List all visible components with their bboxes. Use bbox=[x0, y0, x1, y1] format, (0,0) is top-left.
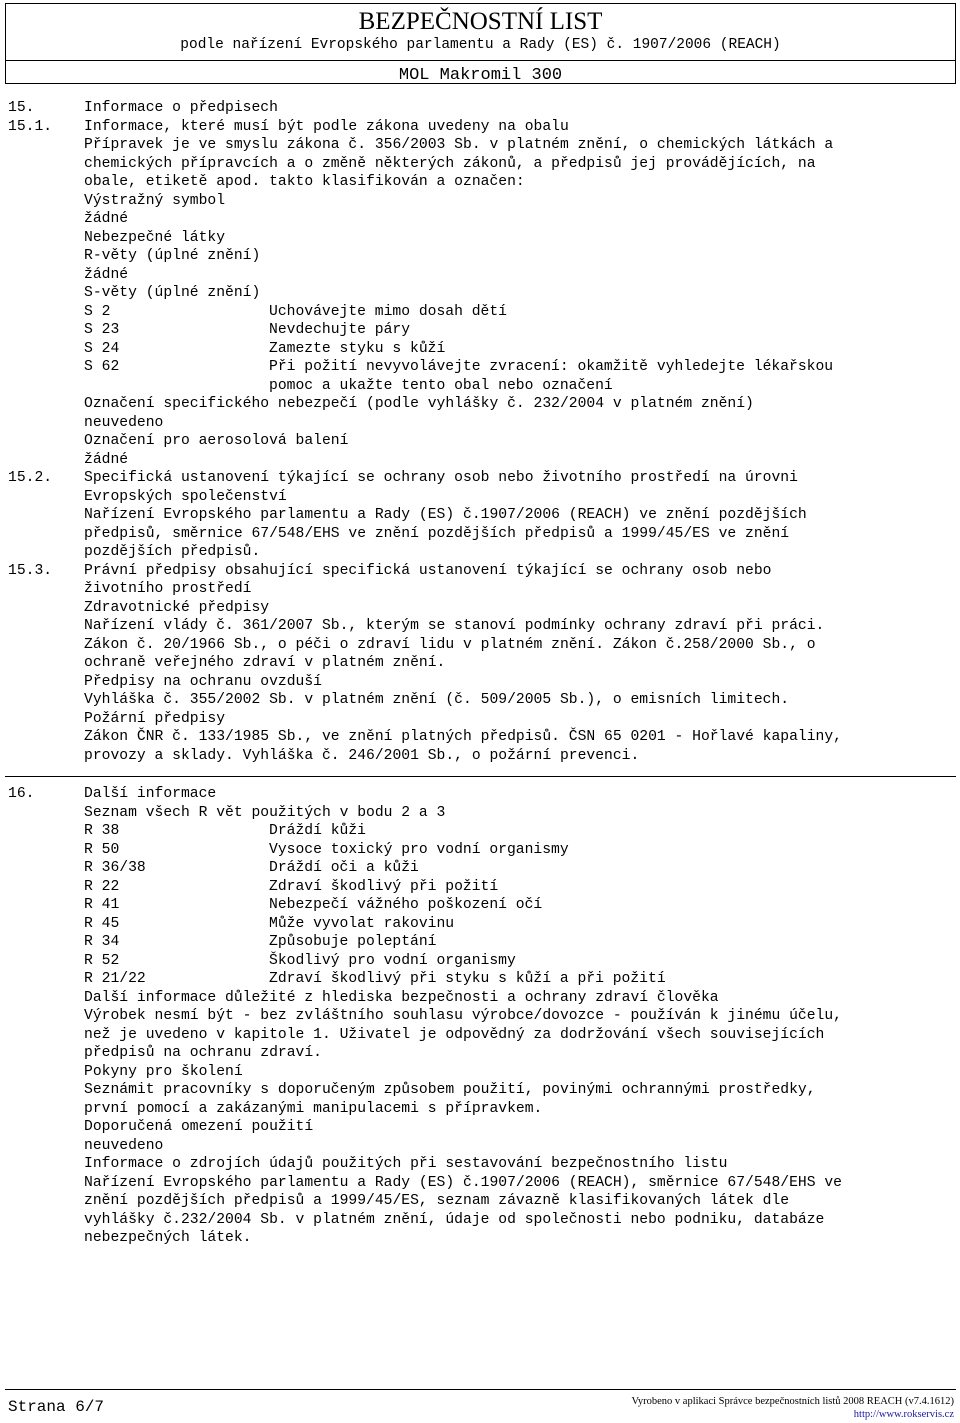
field-label: Doporučená omezení použití bbox=[84, 1119, 314, 1135]
text-line: pozdějších předpisů. bbox=[84, 544, 261, 560]
field-value: žádné bbox=[84, 211, 129, 227]
text-line: obale, etiketě apod. takto klasifikován a označen: bbox=[84, 174, 525, 190]
text-line: znění pozdějších předpisů a 1999/45/ES, seznam závazně klasifikovaných látek dle bbox=[84, 1193, 790, 1209]
text-line: Nařízení vlády č. 361/2007 Sb., kterým se stanoví podmínky ochrany zdraví při práci. bbox=[84, 618, 825, 634]
phrase-row bbox=[8, 358, 952, 377]
text-line: Výrobek nesmí být - bez zvláštního souhlasu výrobce/dovozce - používán k jinému účelu, bbox=[84, 1008, 842, 1024]
phrase-text: Může vyvolat rakovinu bbox=[269, 915, 455, 932]
text-line: Vyhláška č. 355/2002 Sb. v platném znění (č. 509/2005 Sb.), o emisních limitech. bbox=[84, 692, 790, 708]
phrase-text: Nevdechujte páry bbox=[269, 322, 411, 338]
text-line: vyhlášky č.232/2004 Sb. v platném znění, údaje od společnosti nebo podniku, databáze bbox=[84, 1211, 825, 1228]
text-line: Nařízení Evropského parlamentu a Rady (ES) č.1907/2006 (REACH) ve znění pozdějších bbox=[84, 507, 807, 523]
section-15-content bbox=[8, 99, 952, 765]
field-label: Označení specifického nebezpečí (podle vyhlášky č. 232/2004 v platném znění) bbox=[84, 396, 754, 412]
phrase-code: S 2 bbox=[84, 303, 111, 320]
field-label: Seznam všech R vět použitých v bodu 2 a 3 bbox=[84, 804, 446, 821]
section-number: 16. bbox=[8, 786, 35, 802]
header-divider bbox=[6, 60, 955, 61]
document-header bbox=[5, 3, 956, 84]
text-line: ochraně veřejného zdraví v platném znění. bbox=[84, 655, 446, 671]
phrase-row bbox=[8, 822, 952, 841]
phrase-row bbox=[8, 952, 952, 971]
phrase-code: R 22 bbox=[84, 878, 120, 895]
phrase-text: Dráždí oči a kůži bbox=[269, 860, 419, 876]
field-label: Další informace důležité z hlediska bezpečnosti a ochrany zdraví člověka bbox=[84, 989, 719, 1006]
field-label: S-věty (úplné znění) bbox=[84, 285, 261, 301]
field-label: Pokyny pro školení bbox=[84, 1063, 243, 1080]
section-divider bbox=[5, 776, 956, 777]
phrase-code: S 23 bbox=[84, 322, 120, 338]
phrase-code: R 45 bbox=[84, 915, 120, 932]
phrase-code bbox=[84, 377, 269, 396]
text-line: Nařízení Evropského parlamentu a Rady (ES) č.1907/2006 (REACH), směrnice 67/548/EHS ve bbox=[84, 1174, 842, 1191]
text-line: předpisů, směrnice 67/548/EHS ve znění pozdějších předpisů a 1999/45/ES ve znění bbox=[84, 525, 790, 542]
page-number: Strana 6/7 bbox=[8, 1398, 105, 1416]
phrase-text: Uchovávejte mimo dosah dětí bbox=[269, 303, 507, 320]
phrase-text: Dráždí kůži bbox=[269, 823, 366, 839]
section-16-content bbox=[8, 785, 952, 1248]
phrase-code: S 62 bbox=[84, 359, 120, 375]
text-line: Zákon č. 20/1966 Sb., o péči o zdraví lidu v platném znění. Zákon č.258/2000 Sb., o bbox=[84, 636, 816, 653]
subsection-title-line: Evropských společenství bbox=[84, 488, 287, 505]
phrase-row bbox=[8, 859, 952, 878]
phrase-text: Zdraví škodlivý při styku s kůží a při požití bbox=[269, 971, 666, 987]
section-number: 15. bbox=[8, 100, 35, 116]
subsection-title-line: životního prostředí bbox=[84, 581, 252, 597]
phrase-text: Zdraví škodlivý při požití bbox=[269, 878, 499, 895]
text-line: Seznámit pracovníky s doporučeným způsobem použití, povinými ochrannými prostředky, bbox=[84, 1082, 816, 1098]
subsection-heading bbox=[8, 562, 952, 581]
section-title: Další informace bbox=[84, 786, 217, 802]
text-line: chemických přípravcích a o změně některých zákonů, a předpisů jej provádějících, na bbox=[84, 155, 816, 172]
text-line: než je uvedeno v kapitole 1. Uživatel je odpovědný za dodržování všech souvisejících bbox=[84, 1026, 825, 1043]
field-label: Označení pro aerosolová balení bbox=[84, 433, 349, 449]
phrase-text: Při požití nevyvolávejte zvracení: okamžitě vyhledejte lékařskou bbox=[269, 359, 834, 375]
phrase-code: R 21/22 bbox=[84, 971, 146, 987]
phrase-row bbox=[8, 340, 952, 359]
phrase-text: Škodlivý pro vodní organismy bbox=[269, 952, 516, 969]
phrase-code: R 50 bbox=[84, 841, 120, 858]
phrase-text: Nebezpečí vážného poškození očí bbox=[269, 897, 543, 913]
document-subtitle: podle nařízení Evropského parlamentu a Rady (ES) č. 1907/2006 (REACH) bbox=[180, 37, 781, 53]
phrase-text: Zamezte styku s kůží bbox=[269, 340, 446, 357]
phrase-code: R 41 bbox=[84, 897, 120, 913]
phrase-code: R 52 bbox=[84, 952, 120, 969]
phrase-row bbox=[8, 896, 952, 915]
text-line: Přípravek je ve smyslu zákona č. 356/2003 Sb. v platném znění, o chemických látkách a bbox=[84, 137, 834, 153]
field-label: Zdravotnické předpisy bbox=[84, 599, 270, 616]
product-name: MOL Makromil 300 bbox=[398, 66, 563, 85]
producer-note: Vyrobeno v aplikaci Správce bezpečnostních listů 2008 REACH (v7.4.1612) bbox=[631, 1396, 954, 1407]
subsection-number: 15.2. bbox=[8, 470, 53, 486]
text-line: předpisů na ochranu zdraví. bbox=[84, 1045, 322, 1061]
field-label: Předpisy na ochranu ovzduší bbox=[84, 673, 322, 690]
footer-divider bbox=[5, 1389, 956, 1390]
field-label: Výstražný symbol bbox=[84, 192, 226, 209]
phrase-row bbox=[8, 878, 952, 897]
field-value: žádné bbox=[84, 266, 129, 283]
phrase-row bbox=[8, 303, 952, 322]
text-line: první pomocí a zakázanými manipulacemi s přípravkem. bbox=[84, 1100, 543, 1117]
producer-link[interactable]: http://www.rokservis.cz bbox=[853, 1409, 954, 1420]
field-label: Informace o zdrojích údajů použitých při sestavování bezpečnostního listu bbox=[84, 1156, 728, 1172]
subsection-number: 15.3. bbox=[8, 562, 53, 579]
subsection-heading bbox=[8, 469, 952, 488]
phrase-text: pomoc a ukažte tento obal nebo označení bbox=[269, 377, 613, 394]
field-value: neuvedeno bbox=[84, 414, 164, 431]
phrase-code: S 24 bbox=[84, 340, 120, 357]
field-label: R-věty (úplné znění) bbox=[84, 248, 261, 264]
phrase-row bbox=[8, 970, 952, 989]
text-line: Zákon ČNR č. 133/1985 Sb., ve znění platných předpisů. ČSN 65 0201 - Hořlavé kapaliny, bbox=[84, 729, 842, 745]
field-value: neuvedeno bbox=[84, 1137, 164, 1154]
field-label: Požární předpisy bbox=[84, 710, 226, 727]
section-heading bbox=[8, 99, 952, 118]
subsection-title: Právní předpisy obsahující specifická ustanovení týkající se ochrany osob nebo bbox=[84, 562, 772, 579]
subsection-title: Informace, které musí být podle zákona uvedeny na obalu bbox=[84, 118, 569, 135]
phrase-row bbox=[8, 841, 952, 860]
phrase-code: R 38 bbox=[84, 823, 120, 839]
section-heading bbox=[8, 785, 952, 804]
phrase-text: Způsobuje poleptání bbox=[269, 934, 437, 950]
document-title: BEZPEČNOSTNÍ LIST bbox=[358, 8, 603, 35]
phrase-code: R 36/38 bbox=[84, 860, 146, 876]
field-value: žádné bbox=[84, 451, 129, 468]
field-label: Nebezpečné látky bbox=[84, 229, 226, 246]
phrase-row bbox=[8, 933, 952, 952]
text-line: nebezpečných látek. bbox=[84, 1230, 252, 1246]
phrase-code: R 34 bbox=[84, 934, 120, 950]
subsection-title: Specifická ustanovení týkající se ochrany osob nebo životního prostředí na úrovni bbox=[84, 470, 798, 486]
subsection-number: 15.1. bbox=[8, 118, 53, 135]
section-title: Informace o předpisech bbox=[84, 100, 278, 116]
phrase-row bbox=[8, 915, 952, 934]
phrase-row bbox=[8, 321, 952, 340]
text-line: provozy a sklady. Vyhláška č. 246/2001 Sb., o požární prevenci. bbox=[84, 747, 640, 764]
subsection-heading bbox=[8, 118, 952, 137]
phrase-text: Vysoce toxický pro vodní organismy bbox=[269, 841, 569, 858]
phrase-row bbox=[8, 377, 952, 396]
